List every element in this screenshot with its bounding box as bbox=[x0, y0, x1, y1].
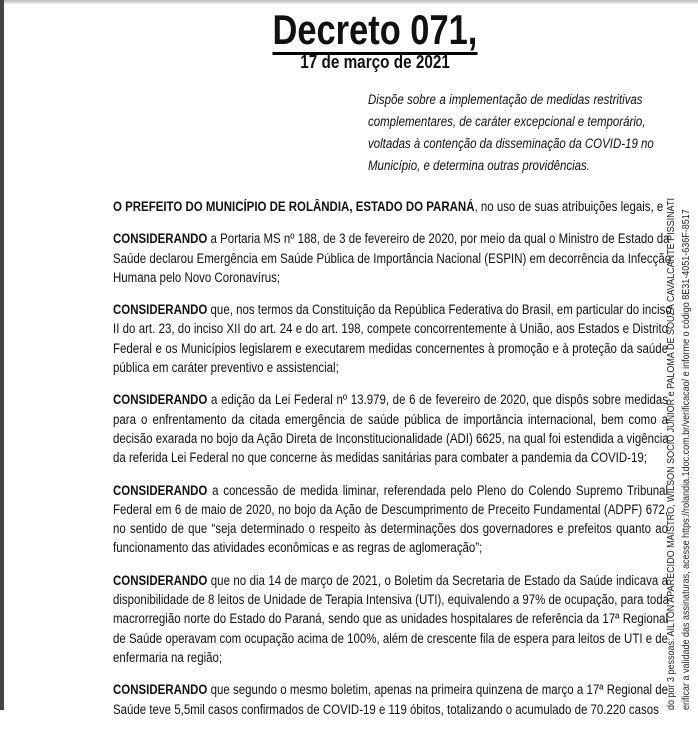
date-text: 17 de março de 2021 bbox=[300, 52, 450, 72]
paragraph-line bbox=[113, 448, 668, 467]
paragraph bbox=[113, 680, 668, 719]
paragraph-text: que segundo o mesmo boletim, apenas na primeira quinzena de março a 17ª Regional de bbox=[207, 682, 669, 698]
summary-line: voltadas à contenção da disseminação da COVID-19 no bbox=[368, 136, 654, 151]
paragraph-line bbox=[113, 410, 668, 429]
paragraph-text: pública em caráter preventivo e assistencial; bbox=[113, 360, 339, 376]
paragraph-line bbox=[113, 429, 668, 448]
paragraph-text: funcionamento das atividades econômicas e as regras de aglomeração”; bbox=[113, 540, 483, 556]
summary-line: Município, e determina outras providências. bbox=[368, 158, 590, 173]
paragraph-line bbox=[113, 648, 668, 667]
paragraph-text: a Portaria MS nº 188, de 3 de fevereiro de 2020, por meio da qual o Ministro de Estado da bbox=[207, 231, 670, 247]
paragraph-text: macrorregião norte do Estado do Paraná, sendo que as unidades hospitalares de referência da 17ª Regional bbox=[113, 611, 669, 627]
paragraph-lead: O PREFEITO DO MUNICÍPIO DE ROLÂNDIA, ESTADO DO PARANÁ bbox=[113, 199, 475, 214]
document-title bbox=[250, 8, 500, 55]
paragraph-text: Federal em 6 de maio de 2020, no bojo da Ação de Descumprimento de Preceito Fundamental (ADPF) 672, bbox=[113, 501, 669, 517]
paragraph-text: Federal e os Municípios legislarem e executarem medidas concernentes à promoção e à proteção da saúde bbox=[113, 340, 669, 356]
viewer-top-border bbox=[0, 0, 698, 4]
viewer-left-border bbox=[0, 0, 4, 710]
paragraph bbox=[113, 571, 668, 667]
paragraph-line bbox=[113, 629, 668, 648]
paragraph-text: da referida Lei Federal no que concerne às medidas sanitárias para combater a pandemia da COVID-19; bbox=[113, 450, 647, 466]
paragraph-text: que, nos termos da Constituição da República Federativa do Brasil, em particular do inciso bbox=[207, 302, 672, 318]
paragraph bbox=[113, 300, 672, 377]
verification-line: erificar a validade das assinaturas, acesse https://rolandia.1doc.com.br/verificacao/ e informe o código 8E31-4051-636F-8517 bbox=[681, 209, 692, 710]
paragraph-text: disponibilidade de 8 leitos de Unidade de Terapia Intensiva (UTI), equivalendo a 97% de ocupação, para toda bbox=[113, 592, 670, 608]
paragraph-line bbox=[113, 319, 668, 338]
paragraph-line bbox=[113, 358, 668, 377]
paragraph-lead: CONSIDERANDO bbox=[113, 302, 208, 318]
paragraph-line bbox=[113, 339, 668, 358]
paragraph-lead: CONSIDERANDO bbox=[113, 572, 208, 588]
paragraph-line bbox=[113, 571, 668, 590]
paragraph-text: Saúde declarou Emergência em Saúde Pública de Importância Nacional (ESPIN) em decorrência da Infecção bbox=[113, 250, 672, 266]
paragraph-text: para o enfrentamento da citada emergência de saúde pública de importância internacional, bem como a bbox=[113, 411, 669, 427]
signature-line: do por 3 pessoas: AILTON APARECIDO MAISTRO, WILSON SOCIO JUNIOR e PALOMA DE SOUZA CAVALCANTE PISSINATI bbox=[666, 198, 677, 710]
paragraph-line bbox=[113, 390, 668, 409]
paragraph-lead: CONSIDERANDO bbox=[113, 482, 208, 498]
paragraph-text: Saúde teve 5,5mil casos confirmados de COVID-19 e 119 óbitos, totalizando o acumulado de 70.220 casos bbox=[113, 701, 659, 717]
paragraph-text: a edição da Lei Federal nº 13.979, de 6 de fevereiro de 2020, que dispôs sobre medidas bbox=[207, 392, 669, 408]
paragraph-line bbox=[113, 197, 668, 216]
summary-block bbox=[368, 89, 654, 177]
summary-line: complementares, de caráter excepcional e temporário, bbox=[368, 114, 646, 129]
paragraph-line bbox=[113, 680, 668, 699]
title-text: Decreto 071, bbox=[272, 6, 478, 53]
paragraph bbox=[113, 481, 668, 558]
paragraph-text: , no uso de suas atribuições legais, e bbox=[474, 199, 664, 214]
paragraph-line bbox=[113, 229, 668, 248]
paragraph bbox=[113, 229, 672, 287]
paragraph-line bbox=[113, 268, 668, 287]
paragraph bbox=[113, 390, 668, 467]
paragraph-lead: CONSIDERANDO bbox=[113, 682, 208, 698]
paragraph-line bbox=[113, 609, 668, 628]
paragraph-text: Humana pelo Novo Coronavírus; bbox=[113, 269, 281, 285]
paragraph-line bbox=[113, 590, 668, 609]
paragraph-text: que no dia 14 de março de 2021, o Boletim da Secretaria de Estado da Saúde indicava a bbox=[207, 572, 669, 588]
paragraph-line bbox=[113, 500, 668, 519]
paragraph-text: enfermaria na região; bbox=[113, 649, 223, 665]
paragraph-text: a concessão de medida liminar, referendada pelo Pleno do Colendo Supremo Tribunal bbox=[207, 482, 669, 498]
paragraph-text: II do art. 23, do inciso XII do art. 24 e do art. 198, compete concorrentemente à União, aos Estados e Distrito bbox=[113, 321, 669, 337]
paragraph-text: no sentido de que “seja determinado o respeito às determinações dos governadores e prefeitos quanto ao bbox=[113, 521, 669, 537]
paragraph-line bbox=[113, 538, 668, 557]
paragraph-text: decisão exarada no bojo da Ação Direta de Inconstitucionalidade (ADI) 6625, na qual foi estendida a vigência bbox=[113, 430, 669, 446]
paragraph-line bbox=[113, 300, 672, 319]
paragraph-line bbox=[113, 700, 668, 719]
signature-stamp bbox=[664, 180, 694, 710]
summary-line: Dispõe sobre a implementação de medidas restritivas bbox=[368, 92, 643, 107]
paragraph-line bbox=[113, 481, 668, 500]
paragraph-text: de Saúde operavam com ocupação acima de 100%, além de crescente fila de espera para leitos de UTI e de bbox=[113, 630, 669, 646]
paragraph-line bbox=[113, 249, 672, 268]
paragraph-line bbox=[113, 519, 668, 538]
paragraph-lead: CONSIDERANDO bbox=[113, 231, 208, 247]
document-date bbox=[250, 52, 500, 73]
paragraph-lead: CONSIDERANDO bbox=[113, 392, 208, 408]
paragraph bbox=[113, 197, 668, 216]
